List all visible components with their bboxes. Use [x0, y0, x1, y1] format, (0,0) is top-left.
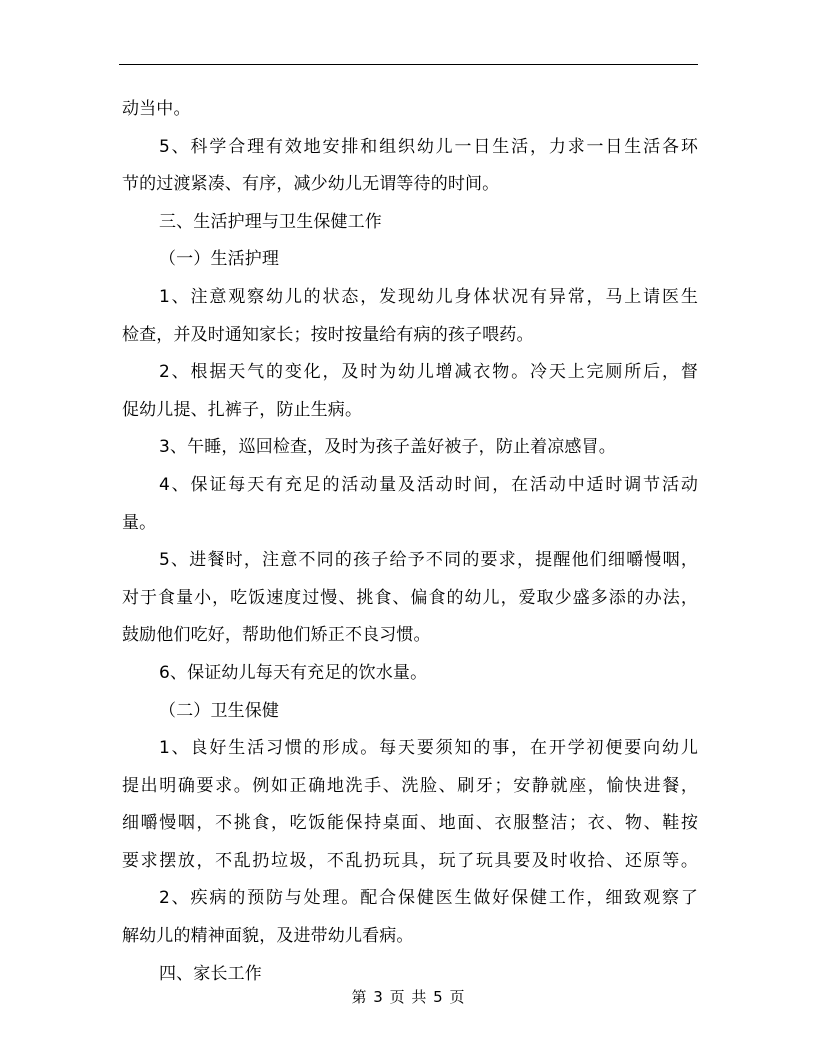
text-line: 6、保证幼儿每天有充足的饮水量。	[159, 662, 428, 683]
text-line: 节的过渡紧凑、有序，减少幼儿无谓等待的时间。	[122, 174, 500, 195]
page-number-footer: 第 3 页 共 5 页	[351, 988, 465, 1006]
subsection-heading: （二）卫生保健	[159, 700, 280, 721]
text-line: 量。	[122, 512, 157, 533]
section-heading: 三、生活护理与卫生保健工作	[159, 211, 382, 232]
text-line: 1、注意观察幼儿的状态，发现幼儿身体状况有异常，马上请医生	[159, 286, 698, 307]
text-line: 提出明确要求。例如正确地洗手、洗脸、刷牙；安静就座，愉快进餐，	[122, 775, 698, 796]
text-line: 对于食量小，吃饭速度过慢、挑食、偏食的幼儿，爱取少盛多添的办法，	[122, 587, 698, 608]
text-line: 1、良好生活习惯的形成。每天要须知的事，在开学初便要向幼儿	[159, 738, 698, 759]
subsection-heading: （一）生活护理	[159, 249, 280, 270]
text-line: 解幼儿的精神面貌，及进带幼儿看病。	[122, 926, 414, 947]
text-line: 4、保证每天有充足的活动量及活动时间，在活动中适时调节活动	[159, 474, 698, 495]
text-line: 2、疾病的预防与处理。配合保健医生做好保健工作，细致观察了	[159, 888, 698, 909]
text-line: 检查，并及时通知家长；按时按量给有病的孩子喂药。	[122, 324, 534, 345]
text-line: 3、午睡，巡回检查，及时为孩子盖好被子，防止着凉感冒。	[159, 437, 616, 458]
text-line: 5、进餐时，注意不同的孩子给予不同的要求，提醒他们细嚼慢咽，	[159, 550, 698, 571]
section-heading: 四、家长工作	[159, 963, 262, 984]
document-body	[122, 91, 698, 993]
text-line: 要求摆放，不乱扔垃圾，不乱扔玩具，玩了玩具要及时收拾、还原等。	[122, 850, 698, 871]
text-line: 5、科学合理有效地安排和组织幼儿一日生活，力求一日生活各环	[159, 136, 698, 157]
text-line: 动当中。	[122, 99, 191, 119]
header-rule	[119, 64, 698, 65]
text-line: 细嚼慢咽，不挑食，吃饭能保持桌面、地面、衣服整洁；衣、物、鞋按	[122, 813, 698, 834]
text-line: 鼓励他们吃好，帮助他们矫正不良习惯。	[122, 625, 431, 646]
text-line: 促幼儿提、扎裤子，防止生病。	[122, 399, 363, 420]
text-line: 2、根据天气的变化，及时为幼儿增减衣物。冷天上完厕所后，督	[159, 362, 698, 383]
